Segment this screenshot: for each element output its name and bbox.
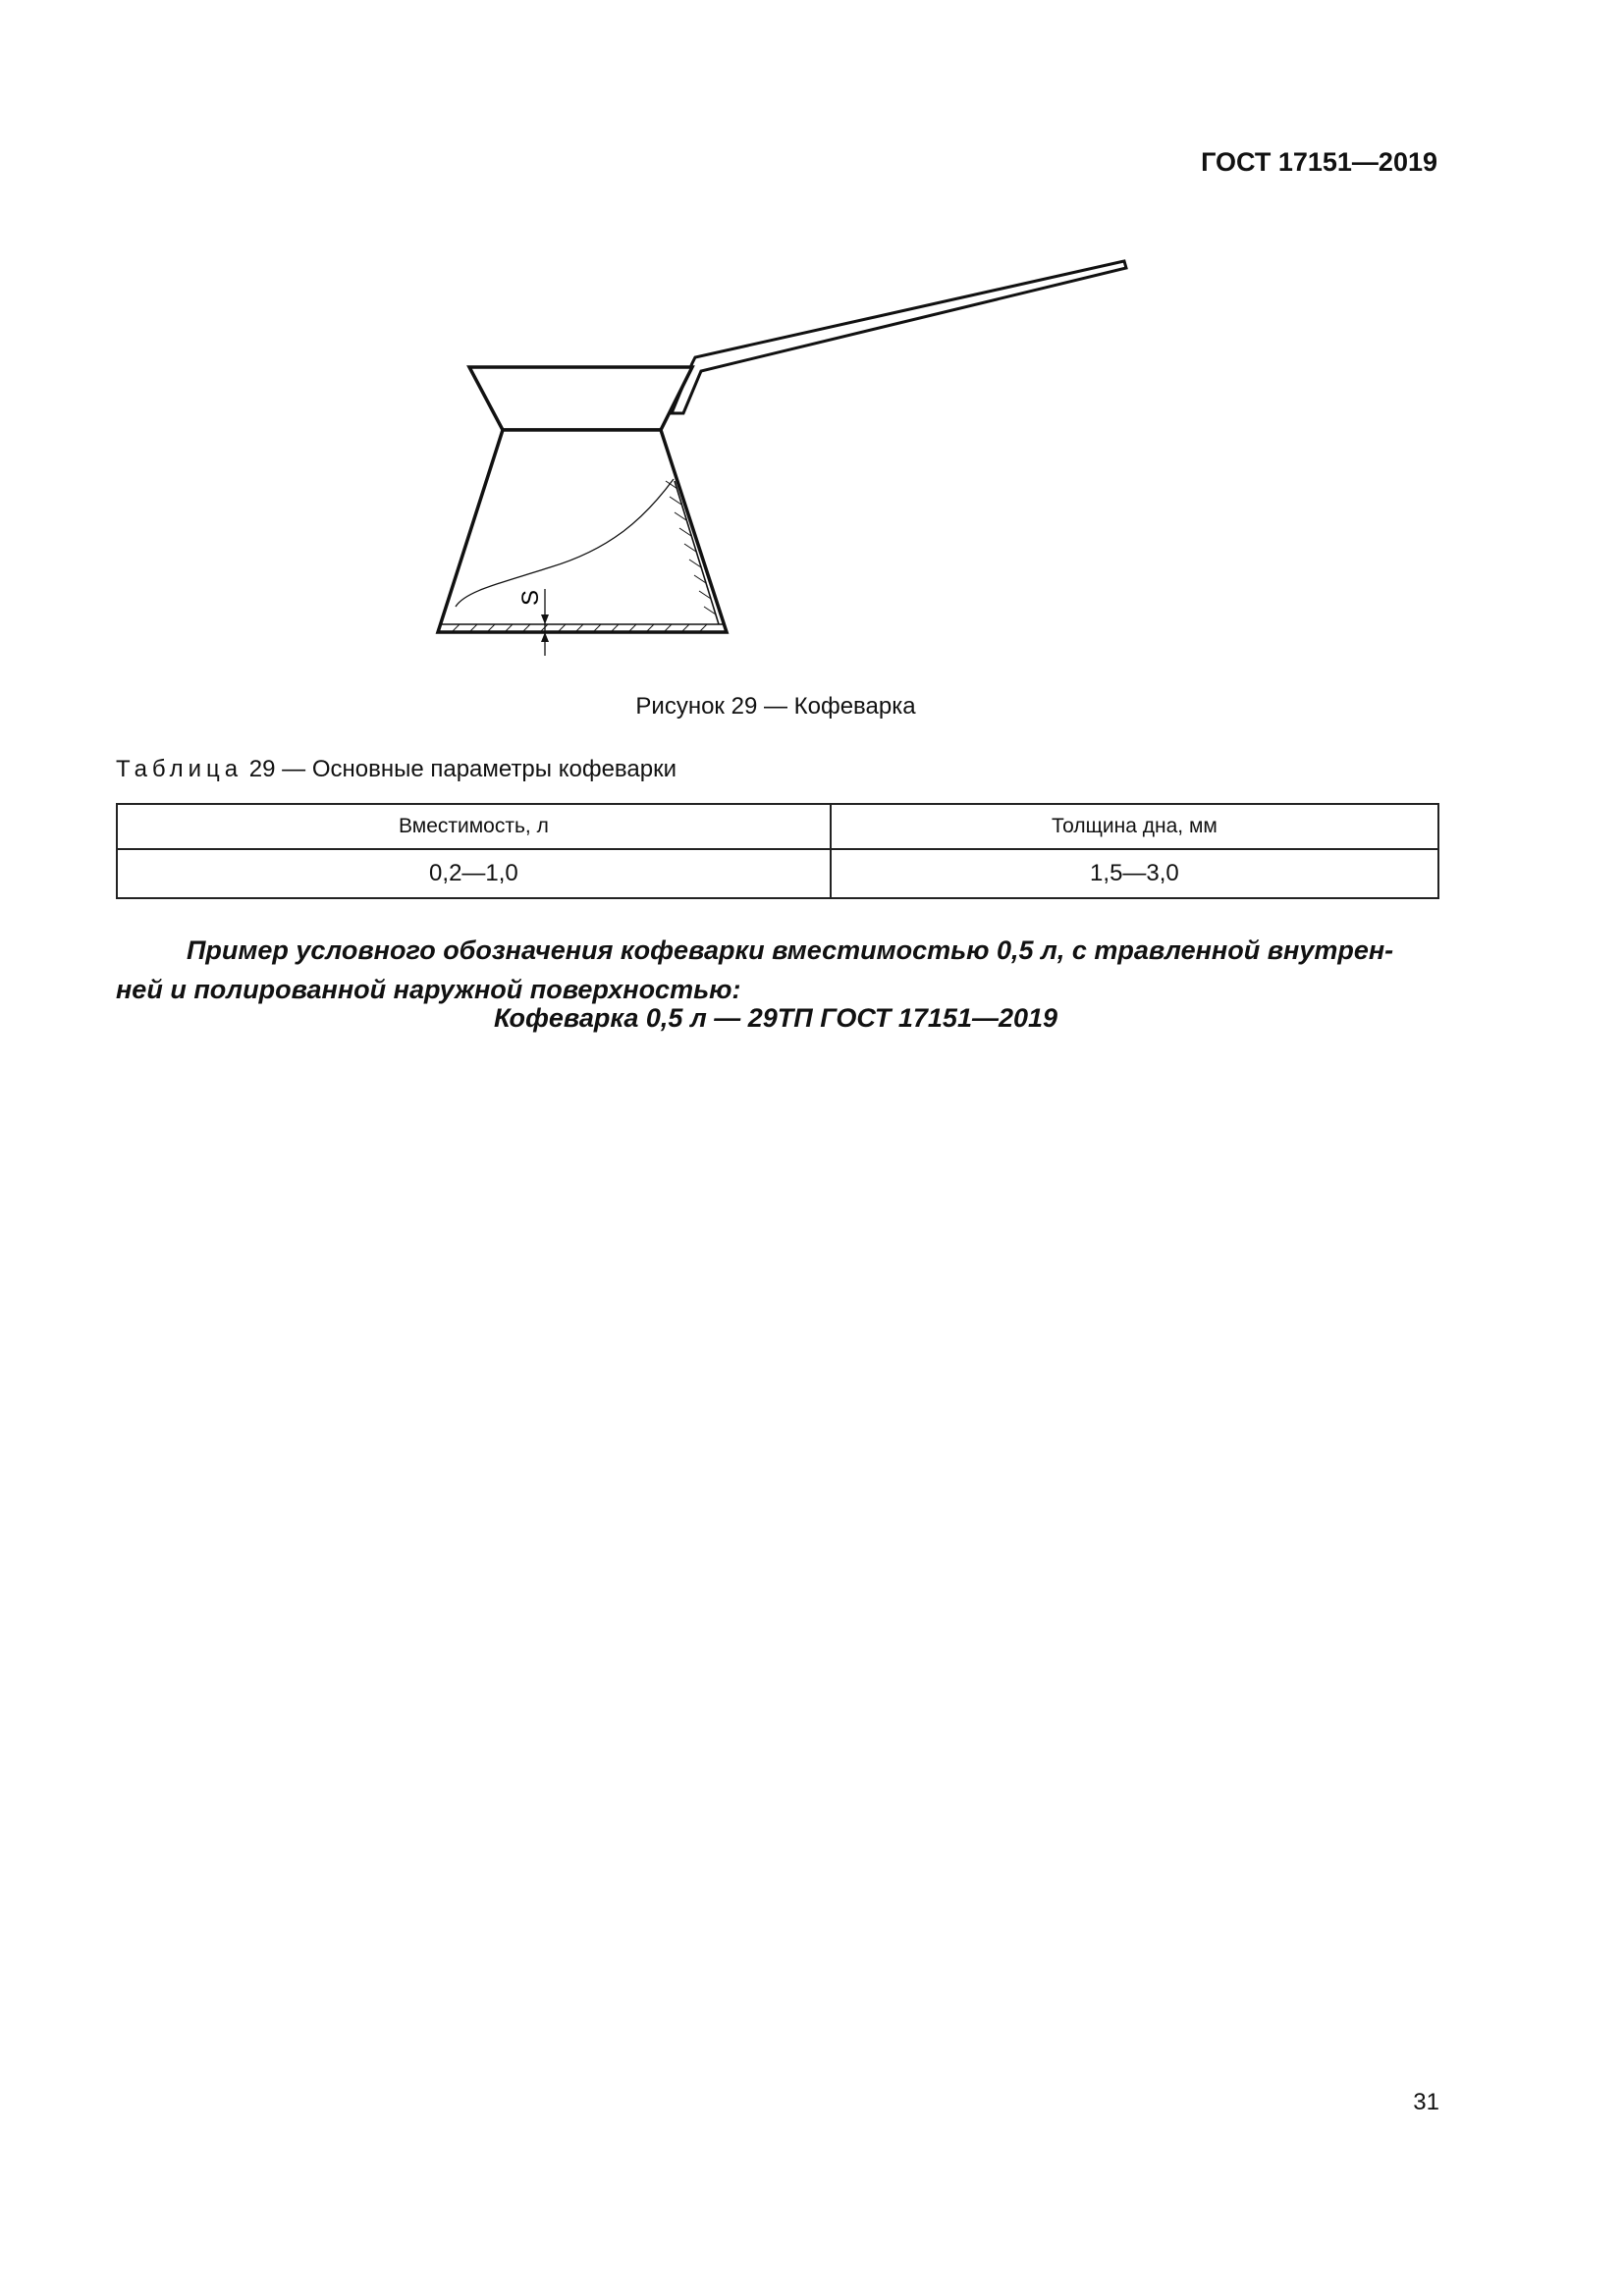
table-header-row — [117, 804, 1438, 849]
cell-bottom-thickness: 1,5—3,0 — [831, 849, 1438, 898]
cell-capacity: 0,2—1,0 — [117, 849, 831, 898]
pot-handle — [672, 261, 1126, 413]
table-title-prefix: Таблица — [116, 756, 244, 782]
pot-funnel — [469, 367, 692, 430]
header-capacity: Вместимость, л — [117, 804, 831, 849]
dimension-label: S — [517, 589, 544, 607]
coffee-pot-drawing — [412, 236, 1139, 687]
parameters-table — [116, 803, 1439, 899]
example-designation: Кофеварка 0,5 л — 29ТП ГОСТ 17151—2019 — [493, 1003, 1058, 1033]
table-title-text: 29 — Основные параметры кофеварки — [248, 756, 677, 782]
example-line-1: Пример условного обозначения кофеварки вместимостью 0,5 л, с травленной внутрен- — [187, 935, 1394, 965]
example-line-2: ней и полированной наружной поверхностью: — [116, 975, 741, 1004]
table-title — [116, 756, 677, 783]
header-bottom-thickness: Толщина дна, мм — [831, 804, 1438, 849]
example-paragraph — [116, 931, 1439, 1009]
figure-caption: Рисунок 29 — Кофеварка — [635, 693, 916, 720]
coffee-pot-figure — [412, 236, 1139, 687]
table-row — [117, 849, 1438, 898]
standard-code-header: ГОСТ 17151—2019 — [1201, 147, 1437, 177]
page-number: 31 — [1413, 2089, 1439, 2115]
